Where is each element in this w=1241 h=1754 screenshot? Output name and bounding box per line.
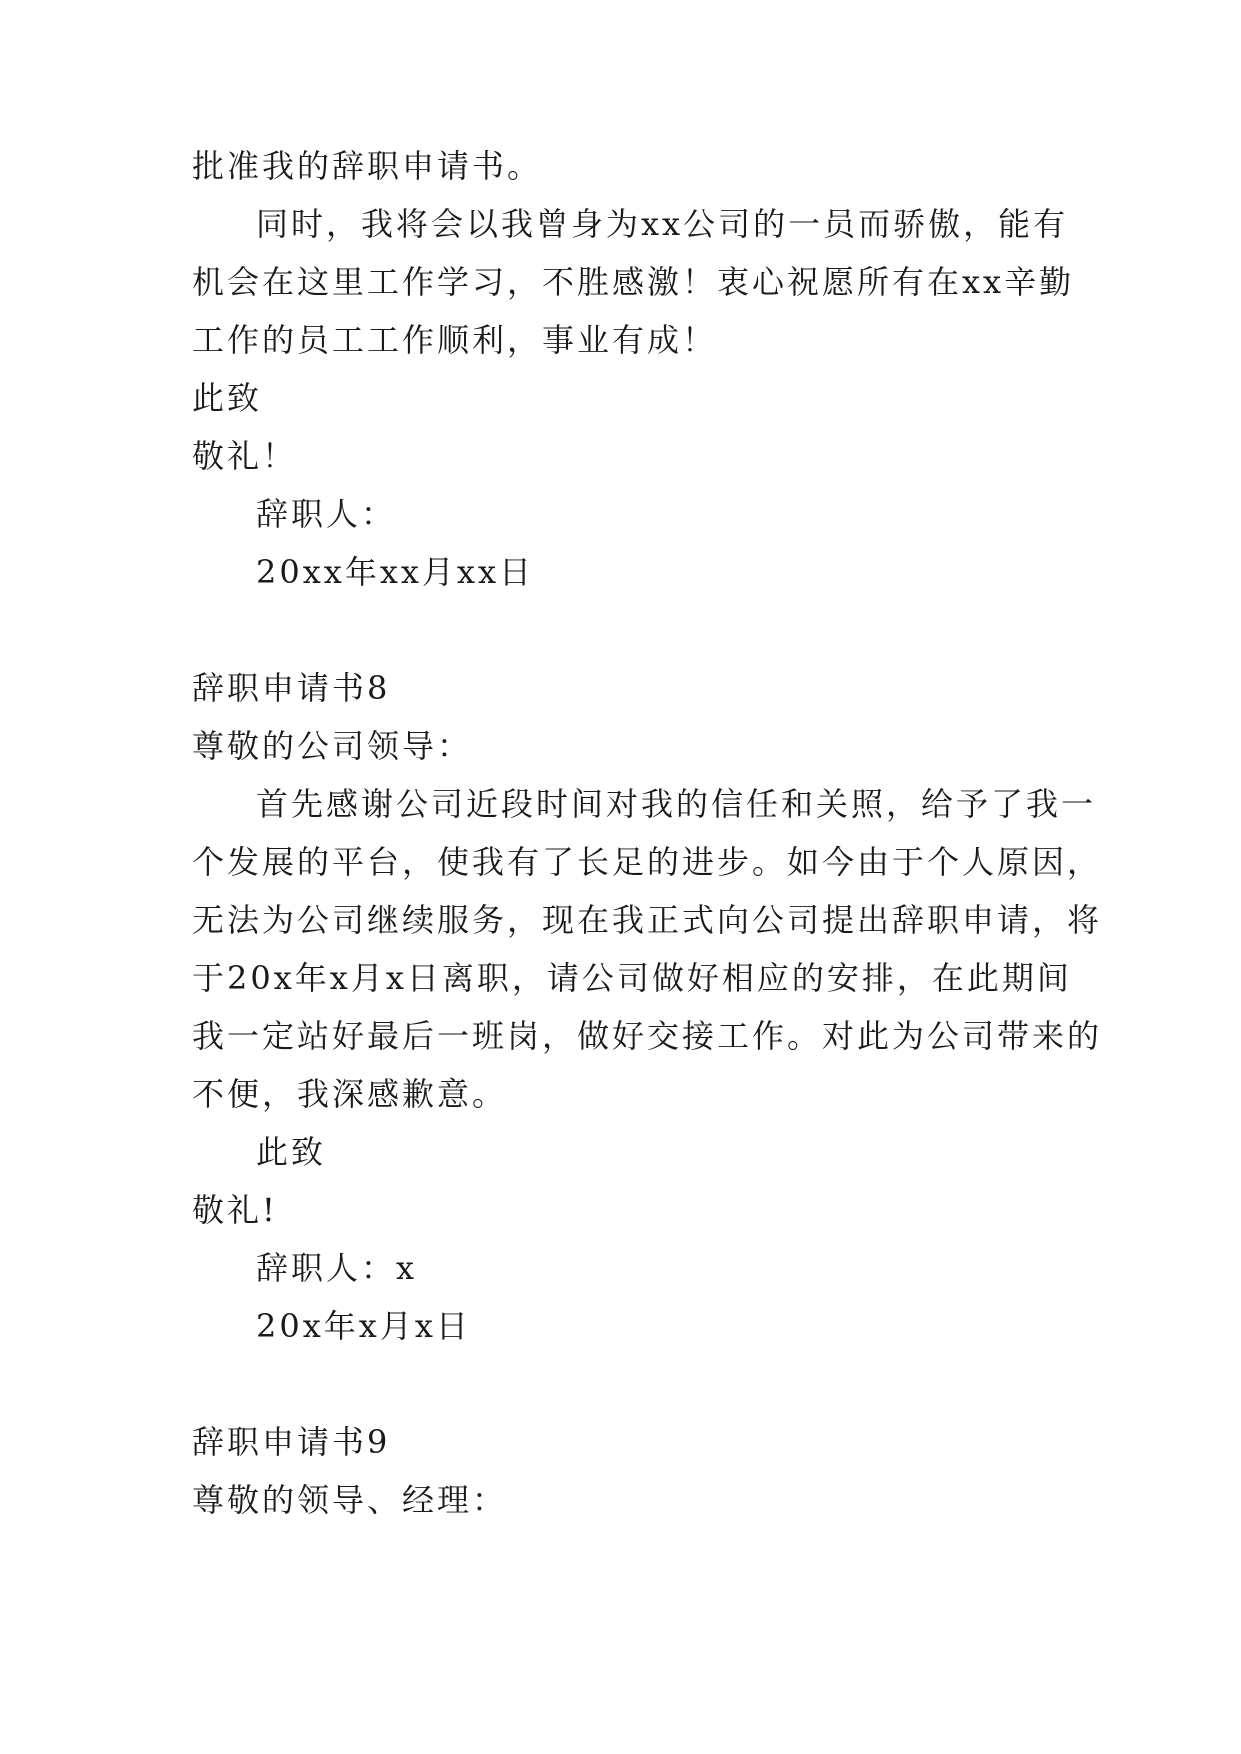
paragraph-line: 无法为公司继续服务，现在我正式向公司提出辞职申请，将 [192, 901, 1103, 939]
respect-line: 敬礼！ [192, 437, 298, 475]
paragraph-line: 工作的员工工作顺利，事业有成！ [192, 321, 718, 359]
salutation: 此致 [256, 1133, 327, 1171]
paragraph-line: 于20x年x月x日离职，请公司做好相应的安排，在此期间 [192, 959, 1072, 997]
respect-line: 敬礼! [192, 1191, 278, 1229]
paragraph-line: 个发展的平台，使我有了长足的进步。如今由于个人原因， [192, 843, 1103, 881]
signer-line: 辞职人： [256, 495, 397, 533]
salutation: 此致 [192, 379, 263, 417]
paragraph-line: 首先感谢公司近段时间对我的信任和关照，给予了我一 [256, 785, 1097, 823]
date-line: 20x年x月x日 [256, 1307, 471, 1345]
paragraph-line: 机会在这里工作学习，不胜感激！衷心祝愿所有在xx辛勤 [192, 263, 1075, 301]
paragraph-line: 我一定站好最后一班岗，做好交接工作。对此为公司带来的 [192, 1017, 1103, 1055]
greeting: 尊敬的公司领导： [192, 727, 473, 765]
section-title: 辞职申请书8 [192, 669, 391, 707]
closing-line: 批准我的辞职申请书。 [192, 147, 543, 185]
paragraph-line: 同时，我将会以我曾身为xx公司的一员而骄傲，能有 [256, 205, 1069, 243]
paragraph-line: 不便，我深感歉意。 [192, 1075, 508, 1113]
greeting: 尊敬的领导、经理： [192, 1481, 508, 1519]
date-line: 20xx年xx月xx日 [256, 553, 535, 591]
signer-line: 辞职人：x [256, 1249, 418, 1287]
section-title: 辞职申请书9 [192, 1423, 391, 1461]
